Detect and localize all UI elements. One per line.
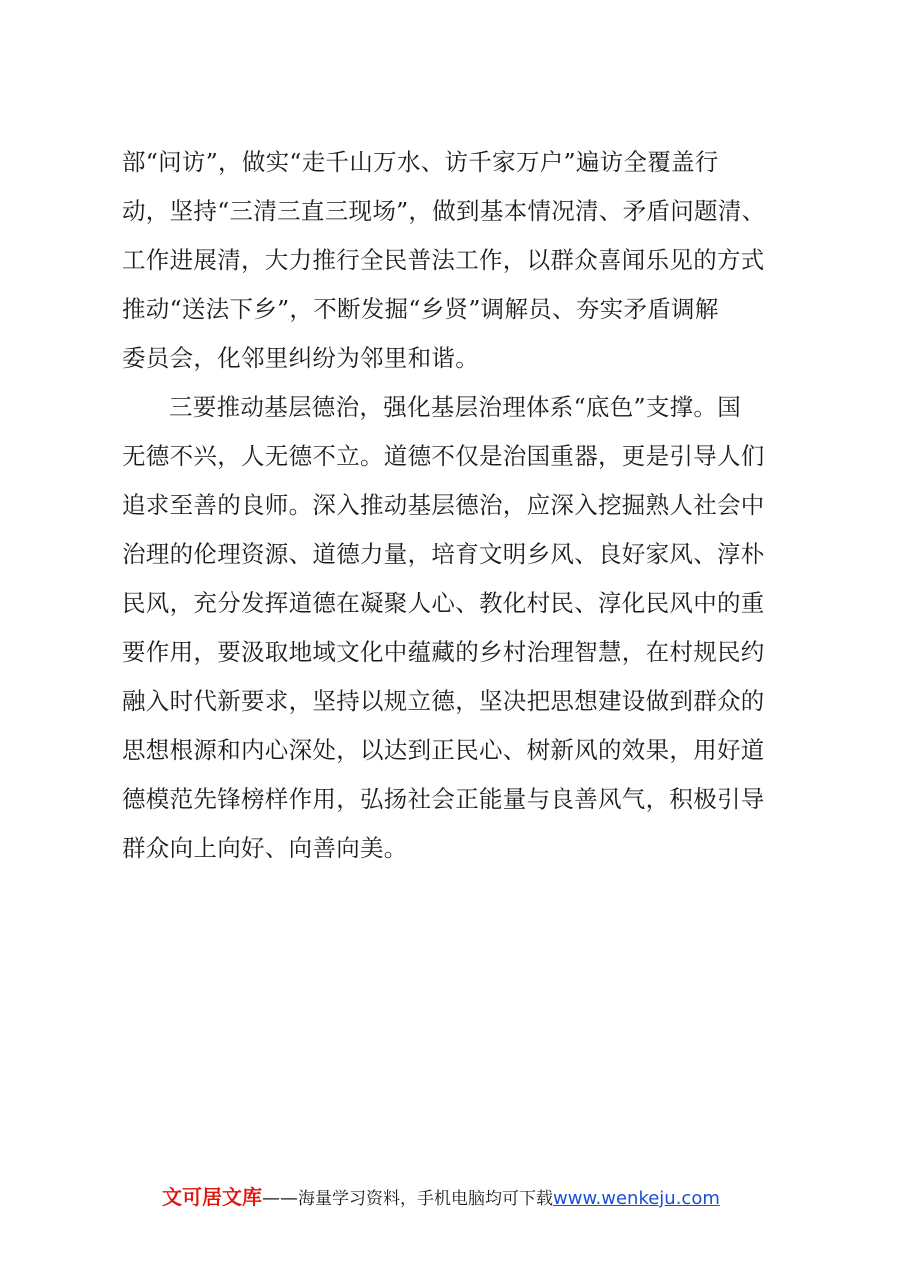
text-line: 部“问访”，做实“走千山万水、访千家万户”遍访全覆盖行 [122, 148, 719, 176]
text-line: 无德不兴，人无德不立。道德不仅是治国重器，更是引导人们 [122, 442, 765, 470]
footer-slogan: 海量学习资料，手机电脑均可下载 [298, 1189, 553, 1209]
text-line: 推动“送法下乡”，不断发掘“乡贤”调解员、夯实矛盾调解 [122, 295, 719, 323]
document-body [122, 138, 802, 873]
text-line: 德模范先锋榜样作用，弘扬社会正能量与良善风气，积极引导 [122, 785, 765, 813]
brand-name: 文可居文库 [162, 1185, 262, 1209]
text-line: 思想根源和内心深处，以达到正民心、树新风的效果，用好道 [122, 736, 765, 764]
text-line: 治理的伦理资源、道德力量，培育文明乡风、良好家风、淳朴 [122, 540, 765, 568]
text-line: 融入时代新要求，坚持以规立德，坚决把思想建设做到群众的 [122, 687, 765, 715]
paragraph-first-line: 三要推动基层德治，强化基层治理体系“底色”支撑。国 [169, 393, 742, 421]
text-line: 民风，充分发挥道德在凝聚人心、教化村民、淳化民风中的重 [122, 589, 765, 617]
text-line: 工作进展清，大力推行全民普法工作，以群众喜闻乐见的方式 [122, 246, 765, 274]
text-line: 动，坚持“三清三直三现场”，做到基本情况清、矛盾问题清、 [122, 197, 766, 225]
footer-banner [162, 1182, 720, 1212]
text-line: 委员会，化邻里纠纷为邻里和谐。 [122, 344, 479, 372]
text-line: 要作用，要汲取地域文化中蕴藏的乡村治理智慧，在村规民约 [122, 638, 765, 666]
footer-dash: —— [262, 1188, 298, 1209]
text-line: 追求至善的良师。深入推动基层德治，应深入挖掘熟人社会中 [122, 491, 765, 519]
website-link[interactable]: www.wenkeju.com [553, 1188, 720, 1209]
text-line: 群众向上向好、向善向美。 [122, 834, 408, 862]
